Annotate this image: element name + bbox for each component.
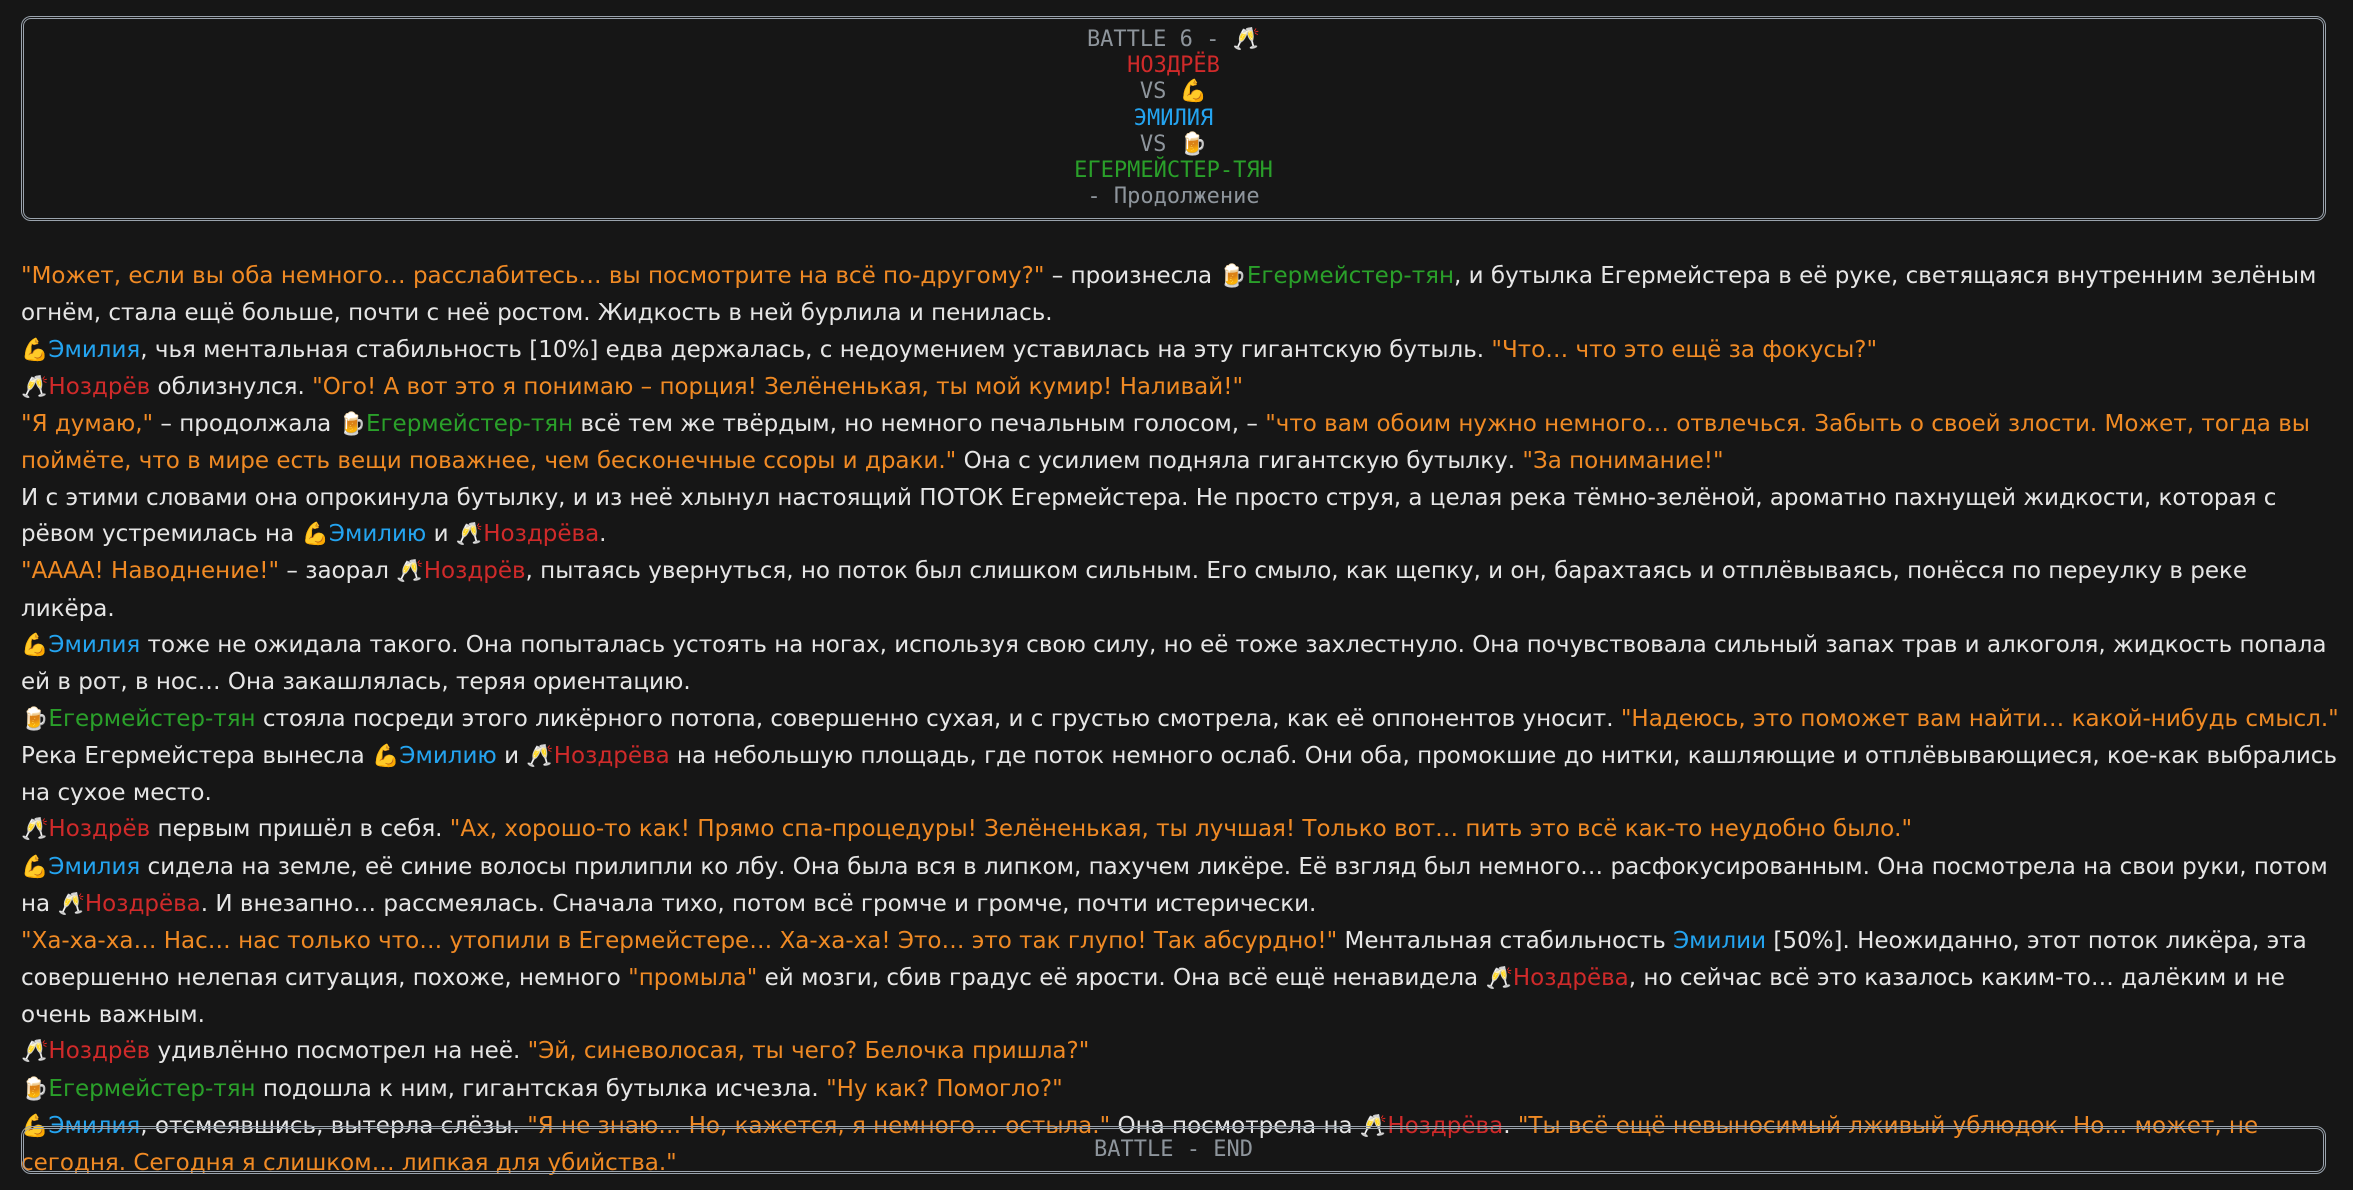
- character-name: Эмилии: [1673, 928, 1767, 955]
- speech-quote: "Ты всё ещё невыносимый лживый ублюдок. Но… может, не сегодня. Сегодня я слишком… липкая для убийства.": [21, 1112, 2259, 1177]
- narration-text: . И внезапно… рассмеялась. Сначала тихо, потом всё громче и громче, почти истерически.: [200, 891, 1317, 918]
- character-name: Эмилия: [48, 1112, 141, 1139]
- character-name: Егермейстер-тян: [365, 411, 574, 438]
- story-paragraph: [21, 369, 2339, 406]
- narration-text: всё тем же твёрдым, но немного печальным голосом, –: [573, 411, 1266, 438]
- battle-footer: [21, 1126, 2326, 1174]
- story-text: [21, 258, 2339, 1181]
- flexed-biceps-icon: 💪: [21, 1113, 49, 1139]
- champagne-icon: 🥂: [1485, 965, 1513, 991]
- flexed-biceps-icon: 💪: [301, 522, 329, 548]
- narration-text: и: [426, 521, 456, 548]
- narration-text: , чья ментальная стабильность [10%] едва держалась, с недоумением уставилась на эту гигантскую бутыль.: [140, 336, 1492, 363]
- narration-text: облизнулся.: [150, 373, 313, 400]
- champagne-icon: 🥂: [21, 817, 49, 843]
- header-fighter-3: ЕГЕРМЕЙСТЕР-ТЯН: [1074, 158, 1273, 184]
- flexed-biceps-icon: 💪: [372, 743, 400, 769]
- character-name: Ноздрёва: [84, 891, 201, 918]
- flexed-biceps-icon: 💪: [21, 337, 49, 363]
- narration-text: стояла посреди этого ликёрного потопа, совершенно сухая, и с грустью смотрела, как её оппонентов уносит.: [255, 705, 1621, 732]
- flexed-biceps-icon: 💪: [21, 854, 49, 880]
- story-paragraph: [21, 627, 2339, 701]
- header-battle-label: BATTLE 6 -: [1086, 27, 1233, 52]
- speech-quote: "Я не знаю… Но, кажется, я немного… остыла.": [527, 1112, 1111, 1139]
- speech-quote: "Ого! А вот это я понимаю – порция! Зелёненькая, ты мой кумир! Наливай!": [312, 373, 1244, 400]
- champagne-icon: 🥂: [57, 892, 85, 918]
- character-name: Ноздрёв: [48, 1038, 151, 1065]
- character-name: Егермейстер-тян: [48, 705, 256, 732]
- beer-mug-icon: 🍺: [338, 412, 366, 438]
- character-name: Эмилия: [48, 853, 141, 880]
- story-paragraph: [21, 406, 2339, 480]
- narration-text: И с этими словами она опрокинула бутылку, и из неё хлынул настоящий ПОТОК Егермейстера. Не просто струя, а целая река тёмно-зелёной, ароматно пахнущей жидкости, которая с рёвом устремилась на: [21, 484, 2277, 548]
- character-name: Ноздрёв: [48, 816, 151, 843]
- story-paragraph: [21, 332, 2339, 369]
- narration-text: первым пришёл в себя.: [150, 816, 450, 843]
- story-paragraph: [21, 1071, 2339, 1108]
- header-line-vs-1: [24, 79, 2323, 105]
- narration-text: .: [599, 521, 607, 548]
- speech-quote: "Что… что это ещё за фокусы?": [1491, 336, 1878, 363]
- narration-text: , и бутылка Егермейстера в её руке, светящаяся внутренним зелёным огнём, стала ещё больше, почти с неё ростом. Жидкость в ней бурлила и пенилась.: [21, 263, 2317, 327]
- character-name: Ноздрёв: [48, 373, 151, 400]
- character-name: Эмилию: [328, 521, 427, 548]
- speech-quote: "Ах, хорошо-то как! Прямо спа-процедуры! Зелёненькая, ты лучшая! Только вот… пить это всё как-то неудобно было.": [449, 816, 1913, 843]
- character-name: Эмилию: [399, 742, 497, 769]
- narration-text: .: [1503, 1112, 1518, 1139]
- character-name: Ноздрёва: [483, 521, 600, 548]
- beer-mug-icon: 🍺: [21, 706, 49, 732]
- story-paragraph: [21, 480, 2339, 554]
- character-name: Егермейстер-тян: [1246, 263, 1455, 289]
- character-name: Ноздрёва: [553, 742, 670, 769]
- narration-text: – заорал: [279, 558, 397, 585]
- champagne-icon: 🥂: [1232, 27, 1261, 52]
- story-paragraph: [21, 1033, 2339, 1070]
- speech-quote: "АААА! Наводнение!": [21, 558, 280, 585]
- battle-header: [21, 16, 2326, 221]
- champagne-icon: 🥂: [396, 559, 424, 585]
- flexed-biceps-icon: 💪: [21, 632, 49, 658]
- header-line-1: [24, 27, 2323, 53]
- narration-text: ей мозги, сбив градус её ярости. Она всё ещё ненавидела: [757, 964, 1486, 991]
- character-name: Эмилия: [48, 631, 141, 658]
- narration-text: подошла к ним, гигантская бутылка исчезла.: [255, 1075, 827, 1102]
- narration-text: – продолжала: [153, 411, 339, 438]
- speech-quote: "промыла": [628, 964, 758, 991]
- narration-text: удивлённо посмотрел на неё.: [150, 1038, 528, 1065]
- speech-quote: "Ну как? Помогло?": [826, 1075, 1063, 1102]
- speech-quote: "Ха-ха-ха… Нас… нас только что… утопили в Егермейстере… Ха-ха-ха! Это… это так глупо! Так абсурдно!": [21, 928, 1338, 955]
- character-name: Егермейстер-тян: [48, 1075, 256, 1102]
- champagne-icon: 🥂: [1359, 1113, 1388, 1139]
- narration-text: , но сейчас всё это казалось каким-то… далёким и не очень важным.: [21, 964, 2285, 1028]
- header-line-vs-2: [24, 132, 2323, 158]
- narration-text: , пытаясь увернуться, но поток был слишком сильным. Его смыло, как щепку, и он, барахтаясь и отплёвываясь, понёсся по переулку в реке ликёра.: [21, 558, 2248, 622]
- narration-text: и: [496, 742, 527, 769]
- character-name: Ноздрёва: [1512, 964, 1629, 991]
- speech-quote: "что вам обоим нужно немного… отвлечься. Забыть о своей злости. Может, тогда вы поймёте, что в мире есть вещи поважнее, чем бесконечные ссоры и драки.": [21, 411, 2310, 475]
- narration-text: тоже не ожидала такого. Она попыталась устоять на ногах, используя свою силу, но её тоже захлестнуло. Она почувствовала сильный запах трав и алкоголя, жидкость попала ей в рот, в нос… Она закашлялась, теряя ориентацию.: [21, 631, 2327, 696]
- speech-quote: "Я думаю,": [21, 411, 154, 438]
- speech-quote: "Эй, синеволосая, ты чего? Белочка пришла?": [527, 1038, 1090, 1065]
- champagne-icon: 🥂: [455, 522, 484, 548]
- beer-mug-icon: 🍺: [1219, 264, 1247, 289]
- narration-text: Ментальная стабильность: [1337, 928, 1674, 955]
- story-paragraph: [21, 923, 2339, 1033]
- narration-text: Река Егермейстера вынесла: [21, 742, 372, 769]
- story-paragraph: [21, 849, 2339, 924]
- narration-text: Она с усилием подняла гигантскую бутылку.: [956, 448, 1523, 475]
- champagne-icon: 🥂: [21, 1039, 49, 1065]
- speech-quote: "Надеюсь, это поможет вам найти… какой-нибудь смысл.": [1620, 705, 2339, 732]
- narration-text: – произнесла: [1044, 263, 1220, 289]
- beer-mug-icon: 🍺: [1179, 131, 1208, 157]
- header-subtitle: - Продолжение: [1087, 184, 1260, 210]
- header-vs-1: VS: [1139, 79, 1180, 105]
- narration-text: , отсмеявшись, вытерла слёзы.: [140, 1112, 528, 1139]
- narration-text: на небольшую площадь, где поток немного ослаб. Они оба, промокшие до нитки, кашляющие и отплёвывающиеся, кое-как выбрались на сухое место.: [21, 742, 2338, 807]
- story-paragraph: [21, 811, 2339, 848]
- footer-label: BATTLE - END: [1094, 1137, 1253, 1162]
- narration-text: сидела на земле, её синие волосы прилипли ко лбу. Она была вся в липком, пахучем ликёре. Её взгляд был немного… расфокусированным. Она посмотрела на свои руки, потом на: [21, 853, 2328, 918]
- story-paragraph: [21, 258, 2339, 332]
- story-paragraph: [21, 553, 2339, 627]
- character-name: Ноздрёва: [1387, 1112, 1504, 1139]
- character-name: Ноздрёв: [423, 558, 526, 585]
- narration-text: [50%]. Неожиданно, этот поток ликёра, эта совершенно нелепая ситуация, похоже, немного: [21, 928, 2307, 991]
- champagne-icon: 🥂: [21, 374, 49, 400]
- beer-mug-icon: 🍺: [21, 1076, 49, 1102]
- header-vs-2: VS: [1139, 131, 1180, 157]
- story-paragraph: [21, 701, 2339, 738]
- speech-quote: "Может, если вы оба немного… расслабитесь… вы посмотрите на всё по-другому?": [21, 263, 1045, 289]
- header-fighter-2: ЭМИЛИЯ: [1133, 105, 1214, 131]
- story-paragraph: [21, 738, 2339, 812]
- speech-quote: "За понимание!": [1522, 448, 1724, 475]
- character-name: Эмилия: [48, 336, 141, 363]
- narration-text: Она посмотрела на: [1110, 1112, 1360, 1139]
- flexed-biceps-icon: 💪: [1179, 79, 1208, 105]
- champagne-icon: 🥂: [526, 743, 554, 769]
- header-fighter-1: НОЗДРЁВ: [1127, 53, 1220, 79]
